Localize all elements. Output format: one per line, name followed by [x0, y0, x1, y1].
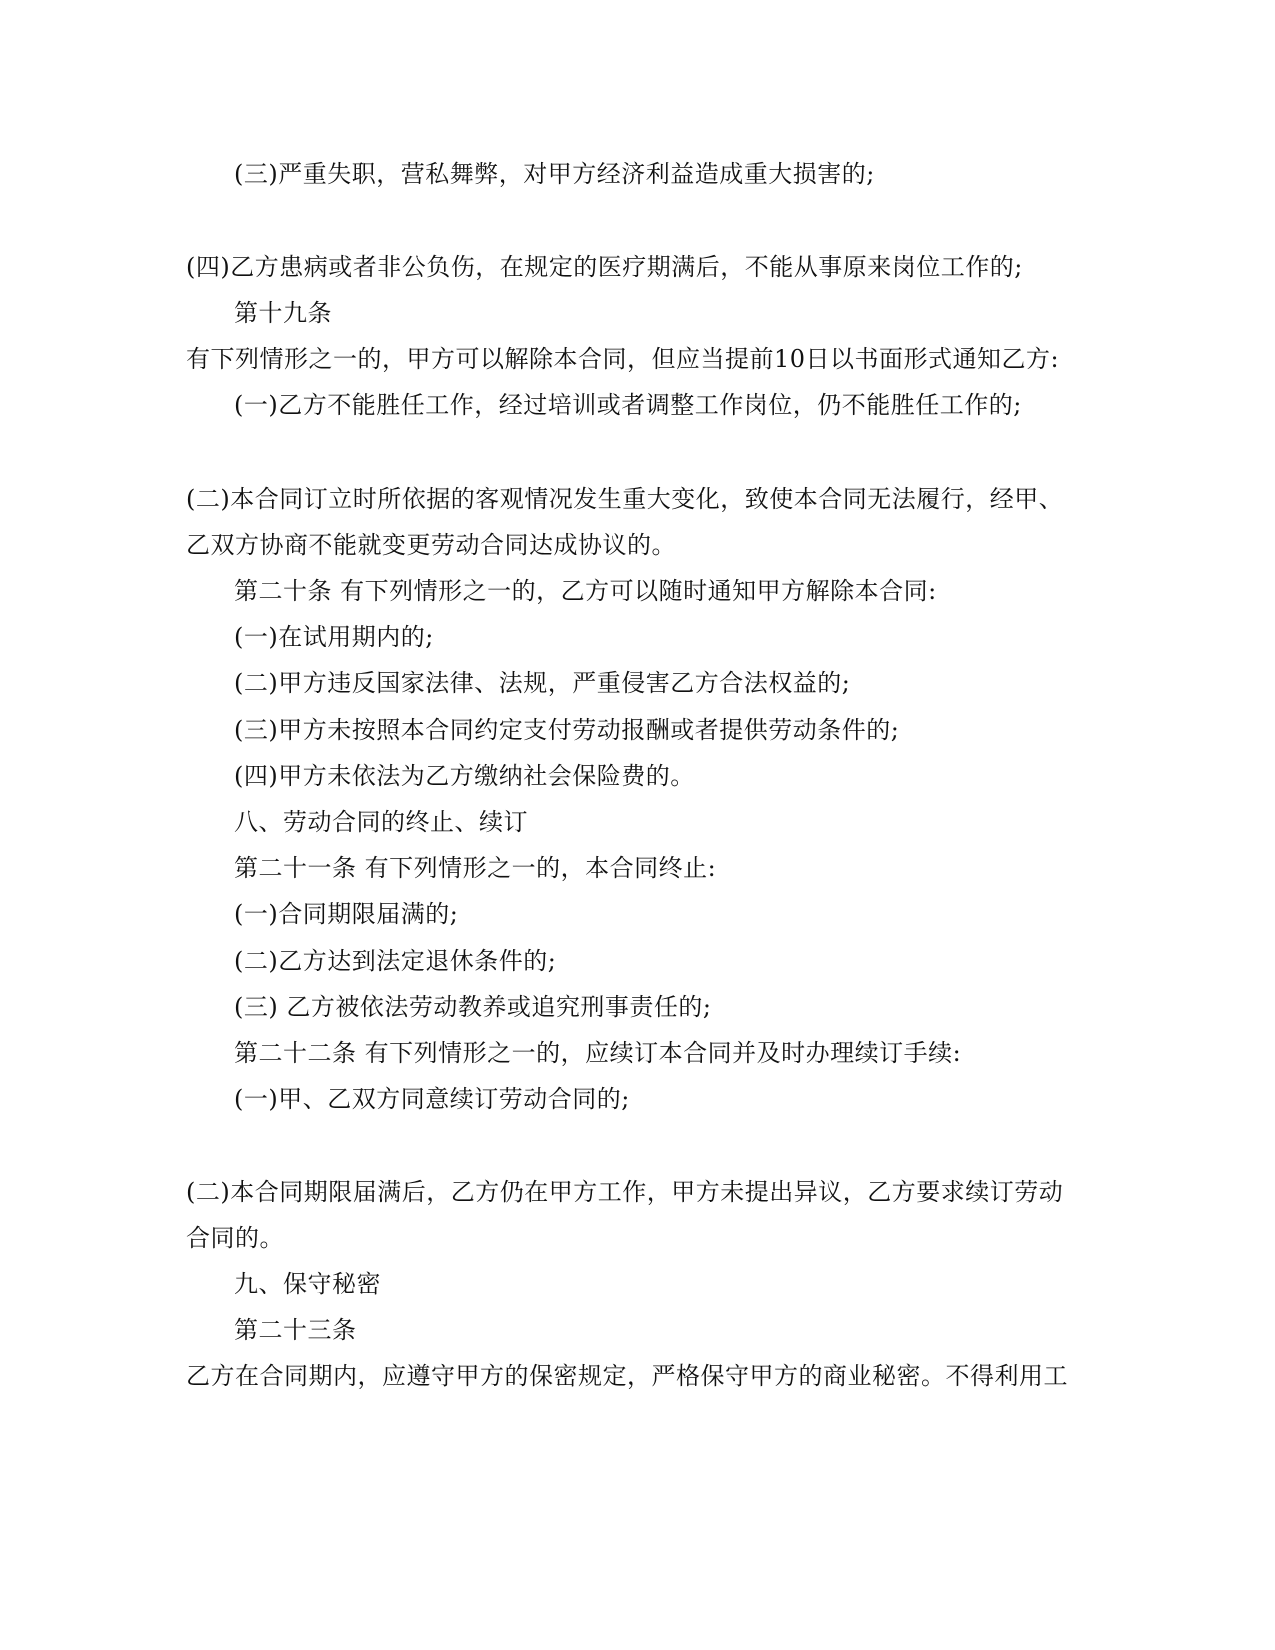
text-line: (二)本合同期限届满后，乙方仍在甲方工作，甲方未提出异议，乙方要求续订劳动	[186, 1178, 1064, 1206]
text-line: (一)在试用期内的;	[234, 623, 434, 651]
text-line: (二)甲方违反国家法律、法规，严重侵害乙方合法权益的;	[234, 669, 851, 697]
text-line: (四)甲方未依法为乙方缴纳社会保险费的。	[234, 762, 695, 790]
text-line: (二)本合同订立时所依据的客观情况发生重大变化，致使本合同无法履行，经甲、	[186, 485, 1064, 513]
text-line: 第二十二条 有下列情形之一的，应续订本合同并及时办理续订手续:	[234, 1039, 962, 1067]
text-line: 乙双方协商不能就变更劳动合同达成协议的。	[186, 531, 676, 559]
text-line: (一)合同期限届满的;	[234, 900, 459, 928]
section-heading: 八、劳动合同的终止、续订	[234, 808, 528, 836]
text-line: (三)甲方未按照本合同约定支付劳动报酬或者提供劳动条件的;	[234, 716, 900, 744]
text-line: 乙方在合同期内，应遵守甲方的保密规定，严格保守甲方的商业秘密。不得利用工	[186, 1362, 1068, 1390]
text-line: 第二十条 有下列情形之一的，乙方可以随时通知甲方解除本合同:	[234, 577, 937, 605]
text-line: (二)乙方达到法定退休条件的;	[234, 947, 557, 975]
text-line: (四)乙方患病或者非公负伤，在规定的医疗期满后，不能从事原来岗位工作的;	[186, 253, 1023, 281]
text-line: (三) 乙方被依法劳动教养或追究刑事责任的;	[234, 993, 712, 1021]
section-heading: 九、保守秘密	[234, 1270, 381, 1298]
text-line: (一)乙方不能胜任工作，经过培训或者调整工作岗位，仍不能胜任工作的;	[234, 391, 1022, 419]
text-line: 第二十一条 有下列情形之一的，本合同终止:	[234, 854, 717, 882]
section-heading: 第二十三条	[234, 1316, 357, 1344]
section-heading: 第十九条	[234, 299, 332, 327]
text-line: (三)严重失职，营私舞弊，对甲方经济利益造成重大损害的;	[234, 160, 875, 188]
text-line: 有下列情形之一的，甲方可以解除本合同，但应当提前10日以书面形式通知乙方:	[186, 345, 1060, 373]
text-line: (一)甲、乙双方同意续订劳动合同的;	[234, 1085, 630, 1113]
text-line: 合同的。	[186, 1224, 284, 1252]
